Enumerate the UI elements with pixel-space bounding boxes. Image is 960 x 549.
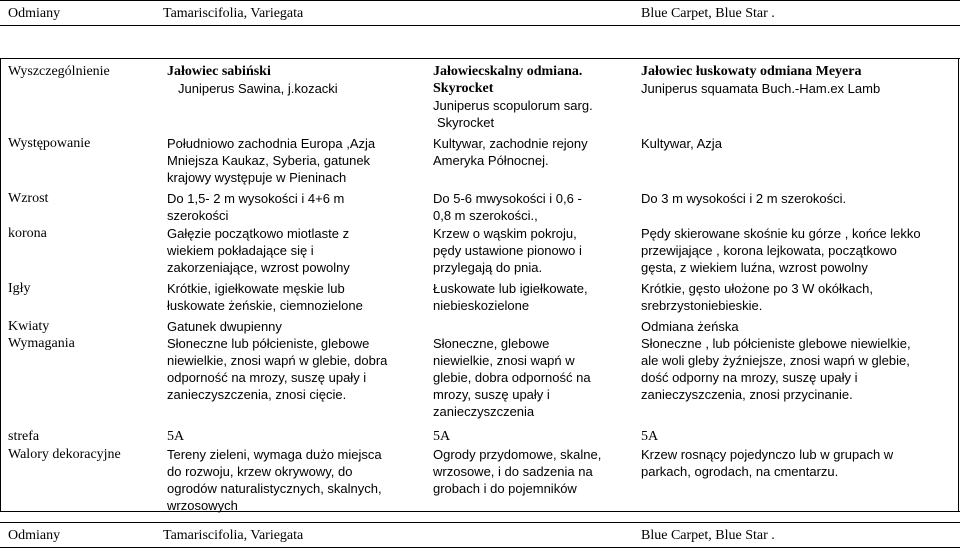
wystepowanie-col2-line1: Kultywar, zachodnie rejony xyxy=(433,136,588,151)
strefa-col1: 5A xyxy=(167,429,185,444)
korona-col1-line2: wiekiem pokładające się i xyxy=(167,243,314,258)
walory-col1-line4: wrzosowych xyxy=(167,498,238,513)
odmiany-value-1: Tamariscifolia, Variegata xyxy=(163,528,304,543)
header-col3-line2: Juniperus squamata Buch.-Ham.ex Lamb xyxy=(641,81,881,96)
korona-col1-line3: zakorzeniające, wzrost powolny xyxy=(167,260,350,275)
header-col2-line2: Skyrocket xyxy=(433,81,494,96)
walory-col3-line2: parkach, ogrodach, na cmentarzu. xyxy=(641,464,839,479)
wymagania-col2-line4: mrozy, suszę upały i xyxy=(433,387,550,402)
table-border-left xyxy=(0,59,1,511)
wymagania-col2-line5: zanieczyszczenia xyxy=(433,404,535,419)
walory-col2-line3: grobach i do pojemników xyxy=(433,481,577,496)
kwiaty-col3: Odmiana żeńska xyxy=(641,319,739,334)
wzrost-col2-line2: 0,8 m szerokości., xyxy=(433,208,538,223)
walory-col1-line1: Tereny zieleni, wymaga dużo miejsca xyxy=(167,447,382,462)
wystepowanie-col2-line2: Ameryka Północnej. xyxy=(433,153,549,168)
wymagania-col3-line4: zanieczyszczenia, znosi przycinanie. xyxy=(641,387,853,402)
wymagania-col3-line2: ale woli gleby żyźniejsze, znosi wapń w glebie, xyxy=(641,353,910,368)
strefa-col3: 5A xyxy=(641,429,659,444)
korona-label: korona xyxy=(8,226,47,241)
strefa-col2: 5A xyxy=(433,429,451,444)
walory-label: Walory dekoracyjne xyxy=(8,447,121,462)
wzrost-col2-line1: Do 5-6 mwysokości i 0,6 - xyxy=(433,191,582,206)
header-col2-line1: Jałowiecskalny odmiana. xyxy=(433,64,583,79)
igly-label: Igły xyxy=(8,281,31,296)
kwiaty-label: Kwiaty xyxy=(8,319,50,334)
odmiany-row-top xyxy=(0,0,960,26)
igly-col2-line2: niebieskozielone xyxy=(433,298,530,313)
wymagania-col3-line3: dość odporny na mrozy, suszę upały i xyxy=(641,370,858,385)
wymagania-col3-line1: Słoneczne , lub półcieniste glebowe niewielkie, xyxy=(641,336,911,351)
walory-col2-line2: wrzosowe, i do sadzenia na xyxy=(433,464,593,479)
walory-col2-line1: Ogrody przydomowe, skalne, xyxy=(433,447,602,462)
header-col1-line1: Jałowiec sabiński xyxy=(167,64,271,79)
wzrost-col1-line1: Do 1,5- 2 m wysokości i 4+6 m xyxy=(167,191,345,206)
wymagania-col2-line2: niewielkie, znosi wapń w xyxy=(433,353,575,368)
header-col2-line4: Skyrocket xyxy=(437,115,495,130)
wystepowanie-col1-line1: Południowo zachodnia Europa ,Azja xyxy=(167,136,376,151)
header-col1-line2: Juniperus Sawina, j.kozacki xyxy=(178,81,338,96)
wymagania-label: Wymagania xyxy=(8,336,75,351)
korona-col1-line1: Gałęzie początkowo miotlaste z xyxy=(167,226,350,241)
wymagania-col1-line4: zanieczyszczenia, znosi cięcie. xyxy=(167,387,347,402)
wystepowanie-label: Występowanie xyxy=(8,136,91,151)
wystepowanie-col3-line1: Kultywar, Azja xyxy=(641,136,722,151)
wzrost-col1-line2: szerokości xyxy=(167,208,229,223)
wzrost-col3-line1: Do 3 m wysokości i 2 m szerokości. xyxy=(641,191,847,206)
walory-col3-line1: Krzew rosnący pojedynczo lub w grupach w xyxy=(641,447,894,462)
wymagania-col1-line1: Słoneczne lub półcieniste, glebowe xyxy=(167,336,370,351)
strefa-label: strefa xyxy=(8,429,40,444)
wymagania-col2-line1: Słoneczne, glebowe xyxy=(433,336,550,351)
odmiany-value-2: Blue Carpet, Blue Star . xyxy=(641,6,775,21)
wystepowanie-col1-line3: krajowy występuje w Pieninach xyxy=(167,170,347,185)
korona-col2-line1: Krzew o wąskim pokroju, xyxy=(433,226,577,241)
header-label: Wyszczególnienie xyxy=(8,64,110,79)
table-border-right xyxy=(958,59,959,511)
korona-col2-line2: pędy ustawione pionowo i xyxy=(433,243,582,258)
igly-col2-line1: Łuskowate lub igiełkowate, xyxy=(433,281,588,296)
odmiany-value-2: Blue Carpet, Blue Star . xyxy=(641,528,775,543)
kwiaty-col1: Gatunek dwupienny xyxy=(167,319,282,334)
walory-col1-line3: ogrodów naturalistycznych, skalnych, xyxy=(167,481,382,496)
igly-col1-line1: Krótkie, igiełkowate męskie lub xyxy=(167,281,345,296)
header-col3-line1: Jałowiec łuskowaty odmiana Meyera xyxy=(641,64,862,79)
wymagania-col1-line3: odporność na mrozy, suszę upały i xyxy=(167,370,367,385)
igly-col1-line2: łuskowate żeńskie, ciemnozielone xyxy=(167,298,363,313)
wymagania-col2-line3: glebie, dobra odporność na xyxy=(433,370,591,385)
header-col2-line3: Juniperus scopulorum sarg. xyxy=(433,98,593,113)
korona-col2-line3: przylegają do pnia. xyxy=(433,260,543,275)
comparison-table xyxy=(0,58,960,512)
odmiany-label: Odmiany xyxy=(8,6,61,21)
korona-col3-line3: gęsta, z wiekiem luźna, wzrost powolny xyxy=(641,260,868,275)
walory-col1-line2: do rozwoju, krzew okrywowy, do xyxy=(167,464,353,479)
wymagania-col1-line2: niewielkie, znosi wapń w glebie, dobra xyxy=(167,353,388,368)
odmiany-label: Odmiany xyxy=(8,528,61,543)
wzrost-label: Wzrost xyxy=(8,191,49,206)
wystepowanie-col1-line2: Mniejsza Kaukaz, Syberia, gatunek xyxy=(167,153,371,168)
korona-col3-line2: przewijające , korona lejkowata, początkowo xyxy=(641,243,897,258)
odmiany-value-1: Tamariscifolia, Variegata xyxy=(163,6,304,21)
korona-col3-line1: Pędy skierowane skośnie ku górze , końce lekko xyxy=(641,226,921,241)
igly-col3-line2: srebrzystoniebieskie. xyxy=(641,298,763,313)
odmiany-row-bottom xyxy=(0,522,960,548)
igly-col3-line1: Krótkie, gęsto ułożone po 3 W okółkach, xyxy=(641,281,873,296)
